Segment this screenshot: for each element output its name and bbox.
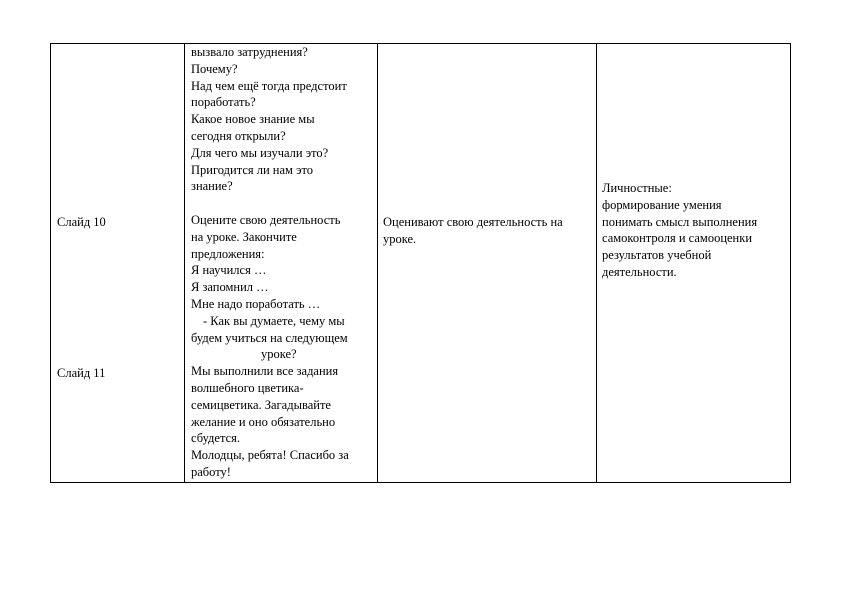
student-line: уроке. xyxy=(383,231,417,246)
result-line: Личностные: xyxy=(602,181,672,195)
result-line: самоконтроля и самооценки xyxy=(602,231,753,246)
teacher-line: волшебного цветика- xyxy=(191,380,304,395)
slide-column-cell xyxy=(51,44,185,483)
table-row xyxy=(51,44,791,483)
teacher-line: работу! xyxy=(191,464,231,479)
student-activity-cell xyxy=(378,44,597,483)
teacher-line: сбудется. xyxy=(191,431,240,446)
teacher-line: Почему? xyxy=(191,61,238,76)
teacher-line: поработать? xyxy=(191,95,256,110)
teacher-line: Я научился … xyxy=(191,263,267,278)
slide-11-label: Слайд 11 xyxy=(57,366,106,380)
teacher-line: Мы выполнили все задания xyxy=(191,364,339,379)
learning-outcomes-cell xyxy=(597,44,791,483)
teacher-activity-cell xyxy=(185,44,378,483)
student-line: Оценивают свою деятельность на xyxy=(383,215,563,229)
teacher-line: на уроке. Закончите xyxy=(191,229,297,244)
teacher-line: семицветика. Загадывайте xyxy=(191,397,331,412)
teacher-line: будем учиться на следующем xyxy=(191,330,348,345)
teacher-line: - Как вы думаете, чему мы xyxy=(203,313,345,328)
teacher-line: знание? xyxy=(191,179,233,194)
teacher-line: Пригодится ли нам это xyxy=(191,162,313,177)
result-line: понимать смысл выполнения xyxy=(602,214,758,229)
result-line: деятельности. xyxy=(602,264,677,279)
teacher-line: предложения: xyxy=(191,246,265,261)
teacher-line: Какое новое знание мы xyxy=(191,112,315,127)
teacher-line: Для чего мы изучали это? xyxy=(191,145,329,160)
teacher-line: вызвало затруднения? xyxy=(191,45,308,59)
teacher-line: Над чем ещё тогда предстоит xyxy=(191,78,347,93)
teacher-line: уроке? xyxy=(261,347,297,362)
spacer xyxy=(191,195,373,212)
teacher-line: Я запомнил … xyxy=(191,280,269,295)
slide-10-label: Слайд 10 xyxy=(57,215,106,229)
teacher-line: сегодня открыли? xyxy=(191,128,286,143)
teacher-line: Молодцы, ребята! Спасибо за xyxy=(191,448,349,463)
result-line: результатов учебной xyxy=(602,248,712,263)
teacher-line: Мне надо поработать … xyxy=(191,296,321,311)
teacher-line: Оцените свою деятельность xyxy=(191,212,341,227)
teacher-line: желание и оно обязательно xyxy=(191,414,336,429)
lesson-plan-table xyxy=(50,43,791,483)
result-line: формирование умения xyxy=(602,197,722,212)
